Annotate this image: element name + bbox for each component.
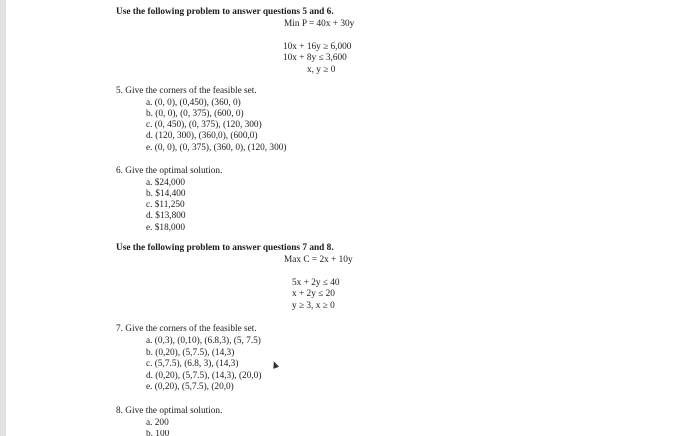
q7-option-d: d. (0,20), (5,7.5), (14,3), (20,0) — [146, 371, 262, 381]
q5-option-d: d. (120, 300), (360,0), (600,0) — [146, 131, 258, 141]
q5-option-c: c. (0, 450), (0, 375), (120, 300) — [146, 120, 262, 130]
constraint-2-1: 5x + 2y ≤ 40 — [292, 278, 340, 288]
mouse-cursor-icon — [271, 360, 279, 369]
q5-option-e: e. (0, 0), (0, 375), (360, 0), (120, 300) — [146, 143, 287, 153]
section-header-q5-q6: Use the following problem to answer questions 5 and 6. — [116, 7, 334, 17]
section-header-q7-q8: Use the following problem to answer questions 7 and 8. — [116, 243, 334, 253]
question-5-prompt: 5. Give the corners of the feasible set. — [116, 86, 257, 96]
q7-option-c: c. (5,7.5), (6.8, 3), (14,3) — [146, 359, 239, 369]
constraint-2-3: y ≥ 3, x ≥ 0 — [292, 301, 335, 311]
q5-option-a: a. (0, 0), (0,450), (360, 0) — [146, 98, 241, 108]
constraint-2-2: x + 2y ≤ 20 — [292, 289, 335, 299]
q7-option-b: b. (0,20), (5,7.5), (14,3) — [146, 348, 235, 358]
left-border — [0, 0, 6, 436]
q8-option-b: b. 100 — [146, 430, 170, 436]
q6-option-a: a. $24,000 — [146, 178, 185, 188]
constraint-1-3: x, y ≥ 0 — [307, 65, 336, 75]
question-7-prompt: 7. Give the corners of the feasible set. — [116, 324, 257, 334]
q7-option-e: e. (0,20), (5,7.5), (20,0) — [146, 382, 234, 392]
constraint-1-2: 10x + 8y ≤ 3,600 — [283, 53, 347, 63]
objective-function-2: Max C = 2x + 10y — [284, 255, 353, 265]
q8-option-b-cropped — [140, 430, 200, 436]
q6-option-e: e. $18,000 — [146, 223, 185, 233]
q6-option-b: b. $14,400 — [146, 189, 186, 199]
q6-option-d: d. $13,800 — [146, 211, 186, 221]
q8-option-a: a. 200 — [146, 418, 169, 428]
q7-option-a: a. (0,3), (0,10), (6.8,3), (5, 7.5) — [146, 336, 261, 346]
constraint-1-1: 10x + 16y ≥ 6,000 — [283, 42, 352, 52]
question-6-prompt: 6. Give the optimal solution. — [116, 166, 223, 176]
q5-option-b: b. (0, 0), (0, 375), (600, 0) — [146, 109, 244, 119]
question-8-prompt: 8. Give the optimal solution. — [116, 406, 223, 416]
objective-function-1: Min P = 40x + 30y — [284, 19, 355, 29]
q6-option-c: c. $11,250 — [146, 200, 185, 210]
